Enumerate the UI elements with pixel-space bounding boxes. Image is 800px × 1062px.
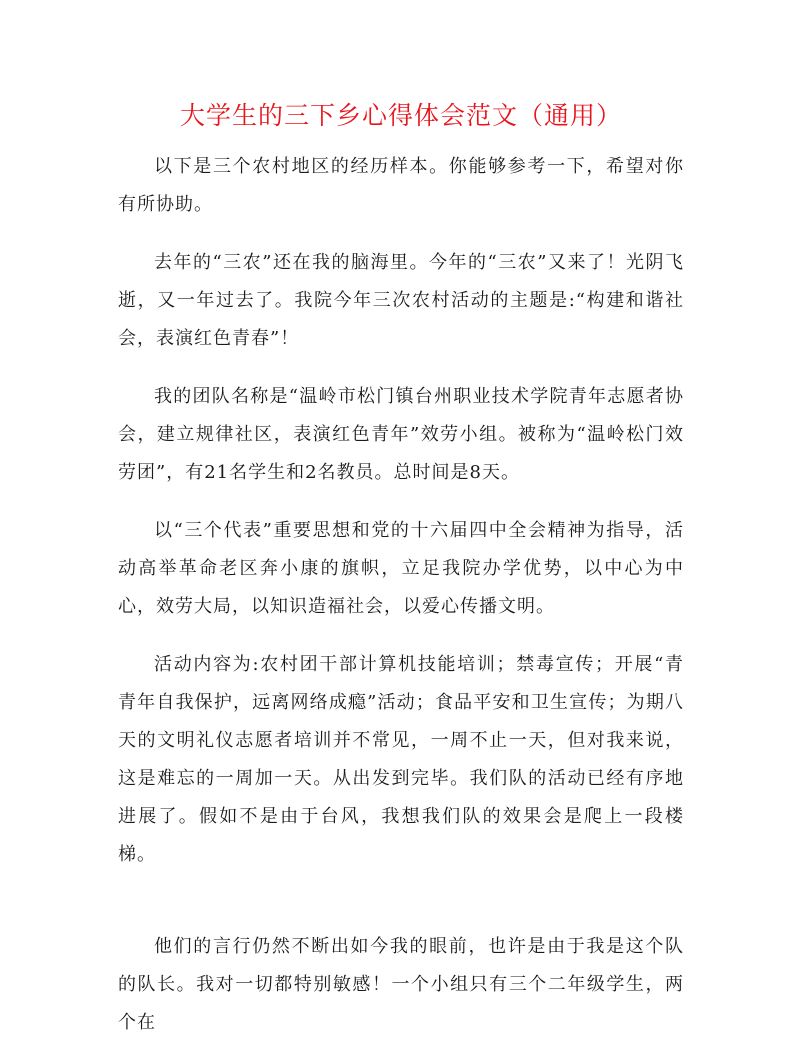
- paragraph-last-year: 去年的“三农”还在我的脑海里。今年的“三农”又来了！光阴飞逝，又一年过去了。我院今年三次农村活动的主题是:“构建和谐社会，表演红色青春”！: [118, 252, 684, 349]
- paragraph-intro: 以下是三个农村地区的经历样本。你能够参考一下，希望对你有所协助。: [118, 156, 684, 215]
- paragraph-activity-content: 活动内容为:农村团干部计算机技能培训；禁毒宣传；开展“青青年自我保护，远离网络成瘾”活动；食品平安和卫生宣传；为期八天的文明礼仪志愿者培训并不常见，一周不止一天，但对我来说，这是难忘的一周加一天。从出发到完毕。我们队的活动已经有序地进展了。假如不是由于台风，我想我们队的效果会是爬上一段楼梯。: [118, 654, 684, 865]
- document-page: [118, 96, 684, 1062]
- paragraph-team-name: 我的团队名称是“温岭市松门镇台州职业技术学院青年志愿者协会，建立规律社区，表演红色青年”效劳小组。被称为“温岭松门效劳团”，有21名学生和2名教员。总时间是8天。: [118, 386, 684, 483]
- paragraph-team-leader: 他们的言行仍然不断出如今我的眼前，也许是由于我是这个队的队长。我对一切都特别敏感！一个小组只有三个二年级学生，两个在: [118, 936, 684, 1033]
- document-title: 大学生的三下乡心得体会范文（通用）: [179, 101, 622, 130]
- paragraph-guiding-principle: 以“三个代表”重要思想和党的十六届四中全会精神为指导，活动高举革命老区奔小康的旗帜，立足我院办学优势，以中心为中心，效劳大局，以知识造福社会，以爱心传播文明。: [118, 520, 684, 617]
